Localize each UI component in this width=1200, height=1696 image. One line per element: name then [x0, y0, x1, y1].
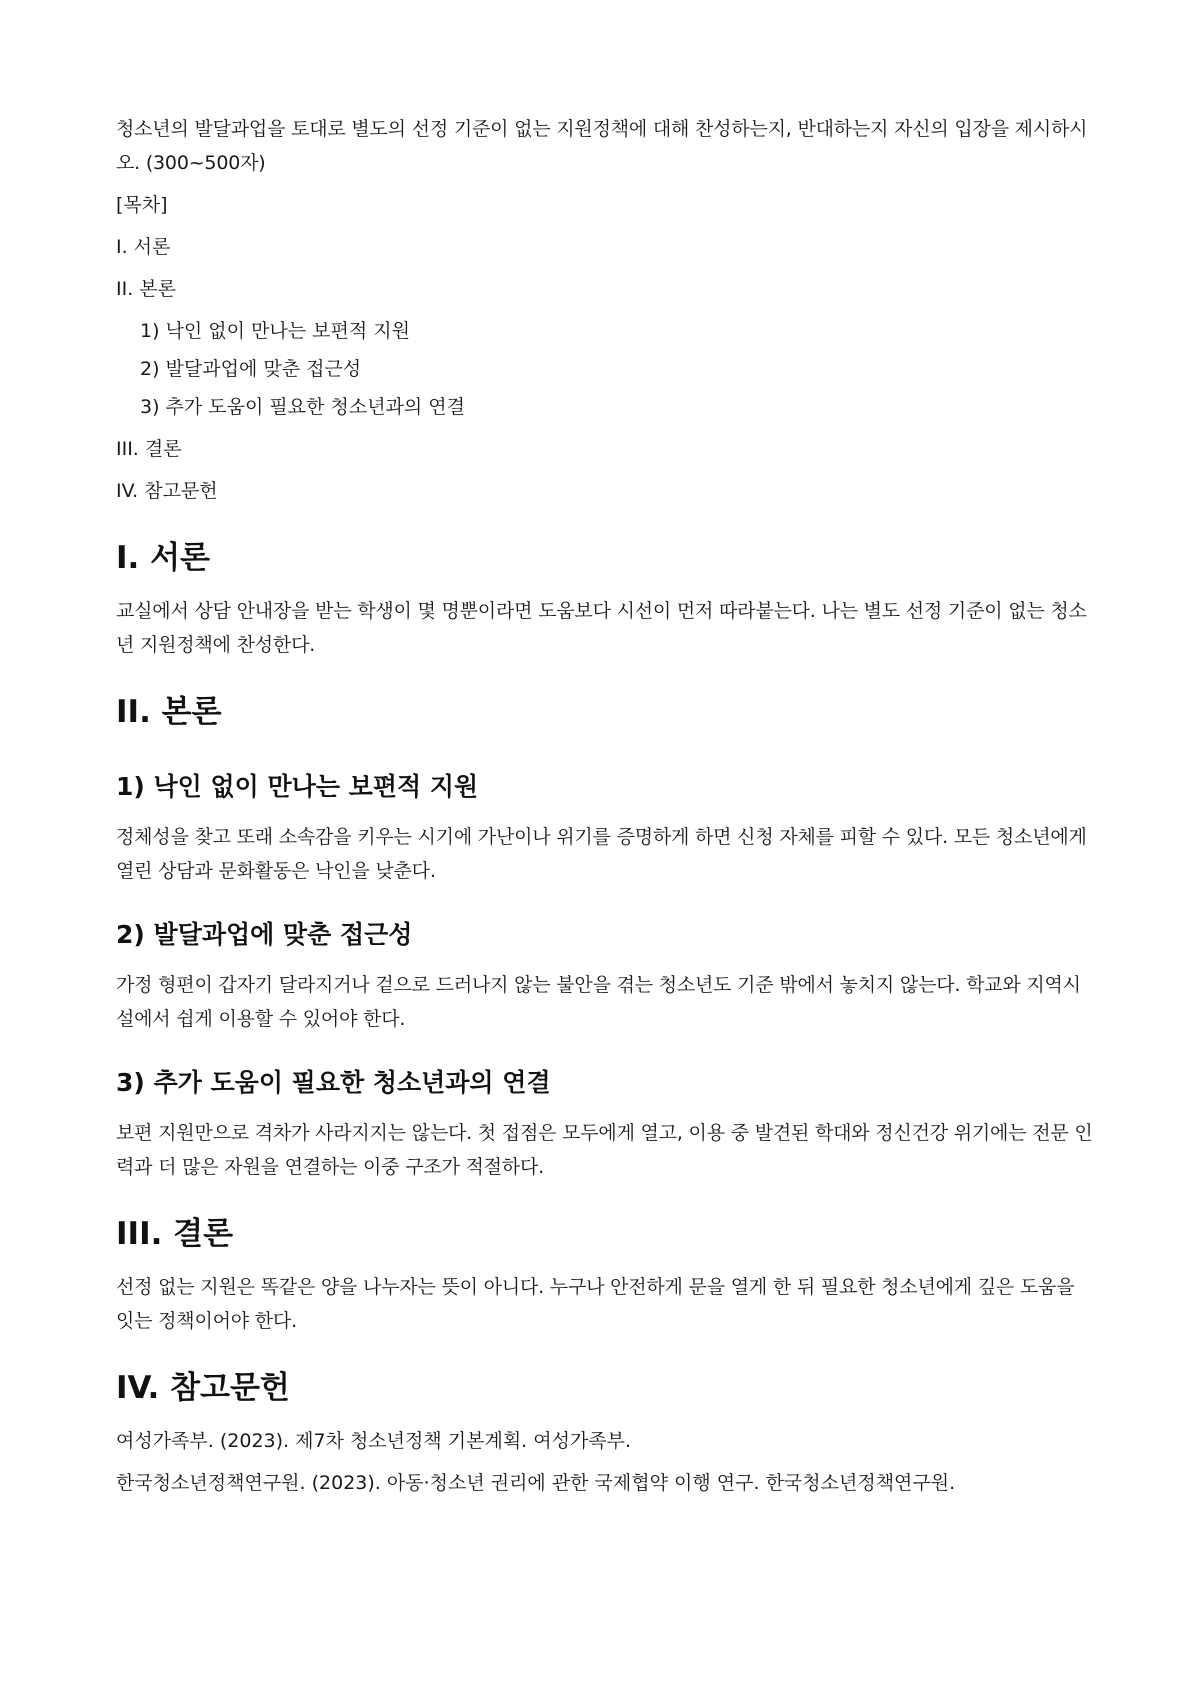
- toc-subitem-3: 3) 추가 도움이 필요한 청소년과의 연결: [140, 396, 466, 418]
- subsection-heading-1: 1) 낙인 없이 만나는 보편적 지원: [116, 772, 479, 801]
- intro-heading: I. 서론: [116, 540, 210, 576]
- toc-subitem-1: 1) 낙인 없이 만나는 보편적 지원: [140, 320, 410, 342]
- essay-prompt: 청소년의 발달과업을 토대로 별도의 선정 기준이 없는 지원정책에 대해 찬성하는지, 반대하는지 자신의 입장을 제시하시오. (300~500자): [116, 118, 1088, 174]
- toc-subitem-2: 2) 발달과업에 맞춘 접근성: [140, 358, 362, 380]
- intro-paragraph: 교실에서 상담 안내장을 받는 학생이 몇 명뿐이라면 도움보다 시선이 먼저 따라붙는다. 나는 별도 선정 기준이 없는 청소년 지원정책에 찬성한다.: [116, 600, 1087, 656]
- conclusion-paragraph: 선정 없는 지원은 똑같은 양을 나누자는 뜻이 아니다. 누구나 안전하게 문을 열게 한 뒤 필요한 청소년에게 깊은 도움을 잇는 정책이어야 한다.: [116, 1276, 1075, 1332]
- conclusion-heading: III. 결론: [116, 1216, 234, 1252]
- subsection-paragraph-2: 가정 형편이 갑자기 달라지거나 겉으로 드러나지 않는 불안을 겪는 청소년도 기준 밖에서 놓치지 않는다. 학교와 지역시설에서 쉽게 이용할 수 있어야 한다.: [116, 974, 1081, 1030]
- toc-item-references: IV. 참고문헌: [116, 480, 218, 502]
- toc-item-intro: I. 서론: [116, 236, 171, 258]
- table-of-contents: [116, 188, 1096, 508]
- reference-item-2: 한국청소년정책연구원. (2023). 아동·청소년 권리에 관한 국제협약 이행 연구. 한국청소년정책연구원.: [116, 1472, 956, 1494]
- toc-item-main: II. 본론: [116, 278, 176, 300]
- subsection-heading-3: 3) 추가 도움이 필요한 청소년과의 연결: [116, 1068, 551, 1097]
- subsection-heading-2: 2) 발달과업에 맞춘 접근성: [116, 920, 413, 949]
- toc-label: [목차]: [116, 194, 168, 216]
- toc-item-conclusion: III. 결론: [116, 438, 182, 460]
- subsection-paragraph-3: 보편 지원만으로 격차가 사라지지는 않는다. 첫 접점은 모두에게 열고, 이용 중 발견된 학대와 정신건강 위기에는 전문 인력과 더 많은 자원을 연결하는 이중 구조가 적절하다.: [116, 1122, 1093, 1178]
- main-heading: II. 본론: [116, 694, 222, 730]
- subsection-paragraph-1: 정체성을 찾고 또래 소속감을 키우는 시기에 가난이나 위기를 증명하게 하면 신청 자체를 피할 수 있다. 모든 청소년에게 열린 상담과 문화활동은 낙인을 낮춘다.: [116, 826, 1087, 882]
- reference-item-1: 여성가족부. (2023). 제7차 청소년정책 기본계획. 여성가족부.: [116, 1430, 632, 1452]
- references-heading: IV. 참고문헌: [116, 1370, 290, 1406]
- document-page: [116, 112, 1096, 1508]
